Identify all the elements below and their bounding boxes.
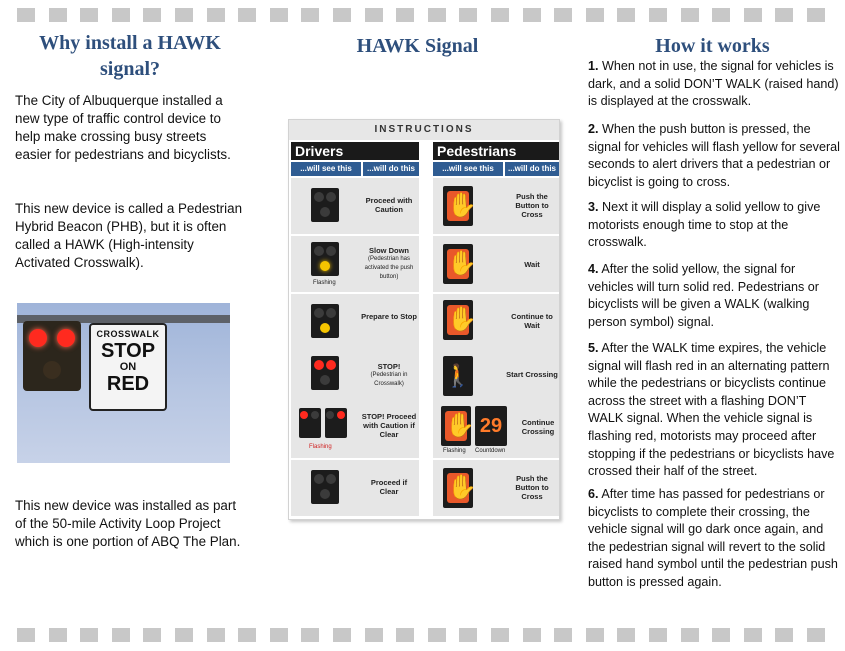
border-square [459, 8, 477, 22]
flashing-tag: Flashing [443, 448, 466, 454]
pedestrian-row [433, 236, 559, 292]
solid-red-signal-icon [311, 356, 339, 390]
pedestrian-row [433, 178, 559, 234]
raised-hand-icon: ✋ [443, 244, 473, 284]
hawk-signal-photo [17, 303, 230, 463]
border-square [175, 628, 193, 642]
border-square [491, 628, 509, 642]
sign-text-red: RED [106, 373, 150, 395]
border-square [238, 628, 256, 642]
border-square [207, 628, 225, 642]
step-item [588, 261, 840, 331]
border-square [207, 8, 225, 22]
step-text: Next it will display a solid yellow to give motorists enough time to stop at the crosswalk. [588, 200, 821, 250]
border-square [744, 628, 762, 642]
step-item [588, 199, 840, 252]
border-square [238, 8, 256, 22]
raised-hand-icon: ✋ [443, 186, 473, 226]
walking-person-icon: 🚶 [443, 356, 473, 396]
pedestrian-row [433, 460, 559, 516]
border-square [428, 628, 446, 642]
border-square [49, 8, 67, 22]
drivers-do-label: ...will do this [363, 162, 419, 176]
border-square [681, 628, 699, 642]
driver-action: Proceed with Caution [365, 196, 413, 214]
raised-hand-icon: ✋ [443, 300, 473, 340]
step-number: 5. [588, 341, 599, 355]
driver-action: Proceed if Clear [370, 478, 408, 496]
driver-action [361, 246, 417, 282]
driver-row [291, 178, 419, 234]
drivers-see-label: ...will see this [291, 162, 361, 176]
step-text: After the WALK time expires, the vehicle signal will flash red in an alternating pattern while the pedestrians or bicyclists continue across the street with a flashing DON’T WALK signal. When the vehicle signal is flashing red, motorists may proceed after stopping if the pedestrians or bicyclists have crossed their half of the street. [588, 341, 835, 479]
border-square [586, 628, 604, 642]
pedestrians-see-label: ...will see this [433, 162, 503, 176]
step-number: 2. [588, 122, 599, 136]
stop-on-red-sign [89, 323, 167, 411]
border-square [491, 8, 509, 22]
border-square [554, 8, 572, 22]
instructions-card [288, 119, 560, 520]
pedestrian-action: Start Crossing [506, 370, 558, 379]
signal-head-icon [23, 321, 81, 391]
driver-row [291, 348, 419, 404]
middle-column-title: HAWK Signal [356, 35, 479, 57]
driver-action [361, 362, 417, 389]
border-square [301, 8, 319, 22]
right-column-title: How it works [655, 35, 770, 57]
raised-hand-icon: ✋ [443, 468, 473, 508]
border-square [617, 628, 635, 642]
border-square [523, 8, 541, 22]
border-square [270, 8, 288, 22]
border-square [586, 8, 604, 22]
driver-row [291, 294, 419, 350]
border-square [807, 628, 825, 642]
step-text: After time has passed for pedestrians or bicyclists to complete their crossing, the vehicle signal will go dark once again, and the pedestrian signal will revert to the solid raised hand symbol until the pedestrian push button is pressed again. [588, 487, 838, 589]
drivers-heading: Drivers [291, 142, 419, 160]
step-number: 4. [588, 262, 599, 276]
top-border [0, 8, 845, 22]
border-square [554, 628, 572, 642]
border-square [365, 8, 383, 22]
border-square [807, 8, 825, 22]
bottom-border [0, 628, 845, 642]
border-square [744, 8, 762, 22]
border-square [712, 628, 730, 642]
phb-paragraph: This new device is called a Pedestrian Hybrid Beacon (PHB), but it is often called a HAWK (High-intensity Activated Crosswalk). [15, 201, 243, 270]
flashing-hand-icon: ✋ [441, 406, 471, 446]
left-column-title: Why install a HAWK signal? [39, 32, 221, 80]
pedestrian-action: Push the Button to Cross [515, 192, 549, 219]
dark-signal-icon [311, 470, 339, 504]
solid-yellow-signal-icon [311, 304, 339, 338]
sign-text-crosswalk: CROSSWALK [96, 329, 160, 339]
border-square [80, 8, 98, 22]
flashing-yellow-signal-icon [311, 242, 339, 276]
step-text: After the solid yellow, the signal for vehicles will turn solid red. Pedestrians or bicyclists will be given a WALK (walking person symbol) signal. [588, 262, 819, 329]
pedestrian-action: Continue to Wait [511, 312, 553, 330]
border-square [333, 8, 351, 22]
driver-action-label: STOP! [377, 362, 401, 371]
driver-row [291, 236, 419, 292]
border-square [649, 628, 667, 642]
border-square [365, 628, 383, 642]
border-square [523, 628, 541, 642]
border-square [112, 628, 130, 642]
dark-signal-icon [311, 188, 339, 222]
activity-loop-paragraph: This new device was installed as part of the 50-mile Activity Loop Project which is one portion of ABQ The Plan. [15, 498, 241, 549]
border-square [617, 8, 635, 22]
border-square [333, 628, 351, 642]
border-square [712, 8, 730, 22]
pedestrians-do-label: ...will do this [505, 162, 559, 176]
step-number: 1. [588, 59, 599, 73]
border-square [396, 8, 414, 22]
border-square [143, 628, 161, 642]
red-lamp-icon [29, 329, 47, 347]
border-square [112, 8, 130, 22]
intro-paragraph: The City of Albuquerque installed a new type of traffic control device to help make crossing busy streets easier for pedestrians and bicyclists. [15, 93, 231, 162]
sign-text-stop: STOP [100, 340, 156, 362]
border-square [775, 8, 793, 22]
step-number: 3. [588, 200, 599, 214]
border-square [270, 628, 288, 642]
border-square [396, 628, 414, 642]
border-square [775, 628, 793, 642]
step-text: When not in use, the signal for vehicles is dark, and a solid DON’T WALK (raised hand) is displayed at the crosswalk. [588, 59, 839, 109]
driver-action: Prepare to Stop [361, 312, 417, 321]
border-square [17, 628, 35, 642]
flashing-tag: Flashing [309, 444, 332, 450]
border-square [175, 8, 193, 22]
pedestrian-action: Continue Crossing [521, 418, 555, 436]
border-square [649, 8, 667, 22]
pedestrian-action: Push the Button to Cross [515, 474, 549, 501]
step-item [588, 486, 840, 592]
pedestrians-heading: Pedestrians [433, 142, 559, 160]
step-number: 6. [588, 487, 599, 501]
countdown-tag: Countdown [475, 448, 506, 454]
sign-text-on: ON [119, 361, 137, 373]
border-square [301, 628, 319, 642]
card-header: INSTRUCTIONS [289, 120, 559, 140]
pedestrian-action: Wait [524, 260, 540, 269]
border-square [428, 8, 446, 22]
alternating-red-signal-icon [325, 408, 347, 438]
red-lamp-icon [57, 329, 75, 347]
driver-row [291, 402, 419, 458]
border-square [143, 8, 161, 22]
step-item [588, 340, 840, 481]
border-square [49, 628, 67, 642]
border-square [459, 628, 477, 642]
border-square [681, 8, 699, 22]
flashing-tag: Flashing [313, 280, 336, 286]
step-text: When the push button is pressed, the signal for vehicles will flash yellow for several seconds to alert drivers that a pedestrian or bicyclist is going to cross. [588, 122, 840, 189]
driver-action-note: (Pedestrian has activated the push button) [364, 256, 414, 280]
alternating-red-signal-icon [299, 408, 321, 438]
pedestrian-row [433, 294, 559, 350]
step-item [588, 58, 840, 111]
countdown-display: 29 [475, 406, 507, 446]
driver-action-note: (Pedestrian in Crosswalk) [370, 372, 408, 387]
pedestrian-row [433, 402, 559, 458]
step-item [588, 121, 840, 191]
driver-action-label: Slow Down [369, 246, 409, 255]
dark-lamp-icon [43, 361, 61, 379]
driver-row [291, 460, 419, 516]
pedestrian-row [433, 348, 559, 404]
driver-action: STOP! Proceed with Caution if Clear [361, 412, 417, 439]
border-square [17, 8, 35, 22]
border-square [80, 628, 98, 642]
